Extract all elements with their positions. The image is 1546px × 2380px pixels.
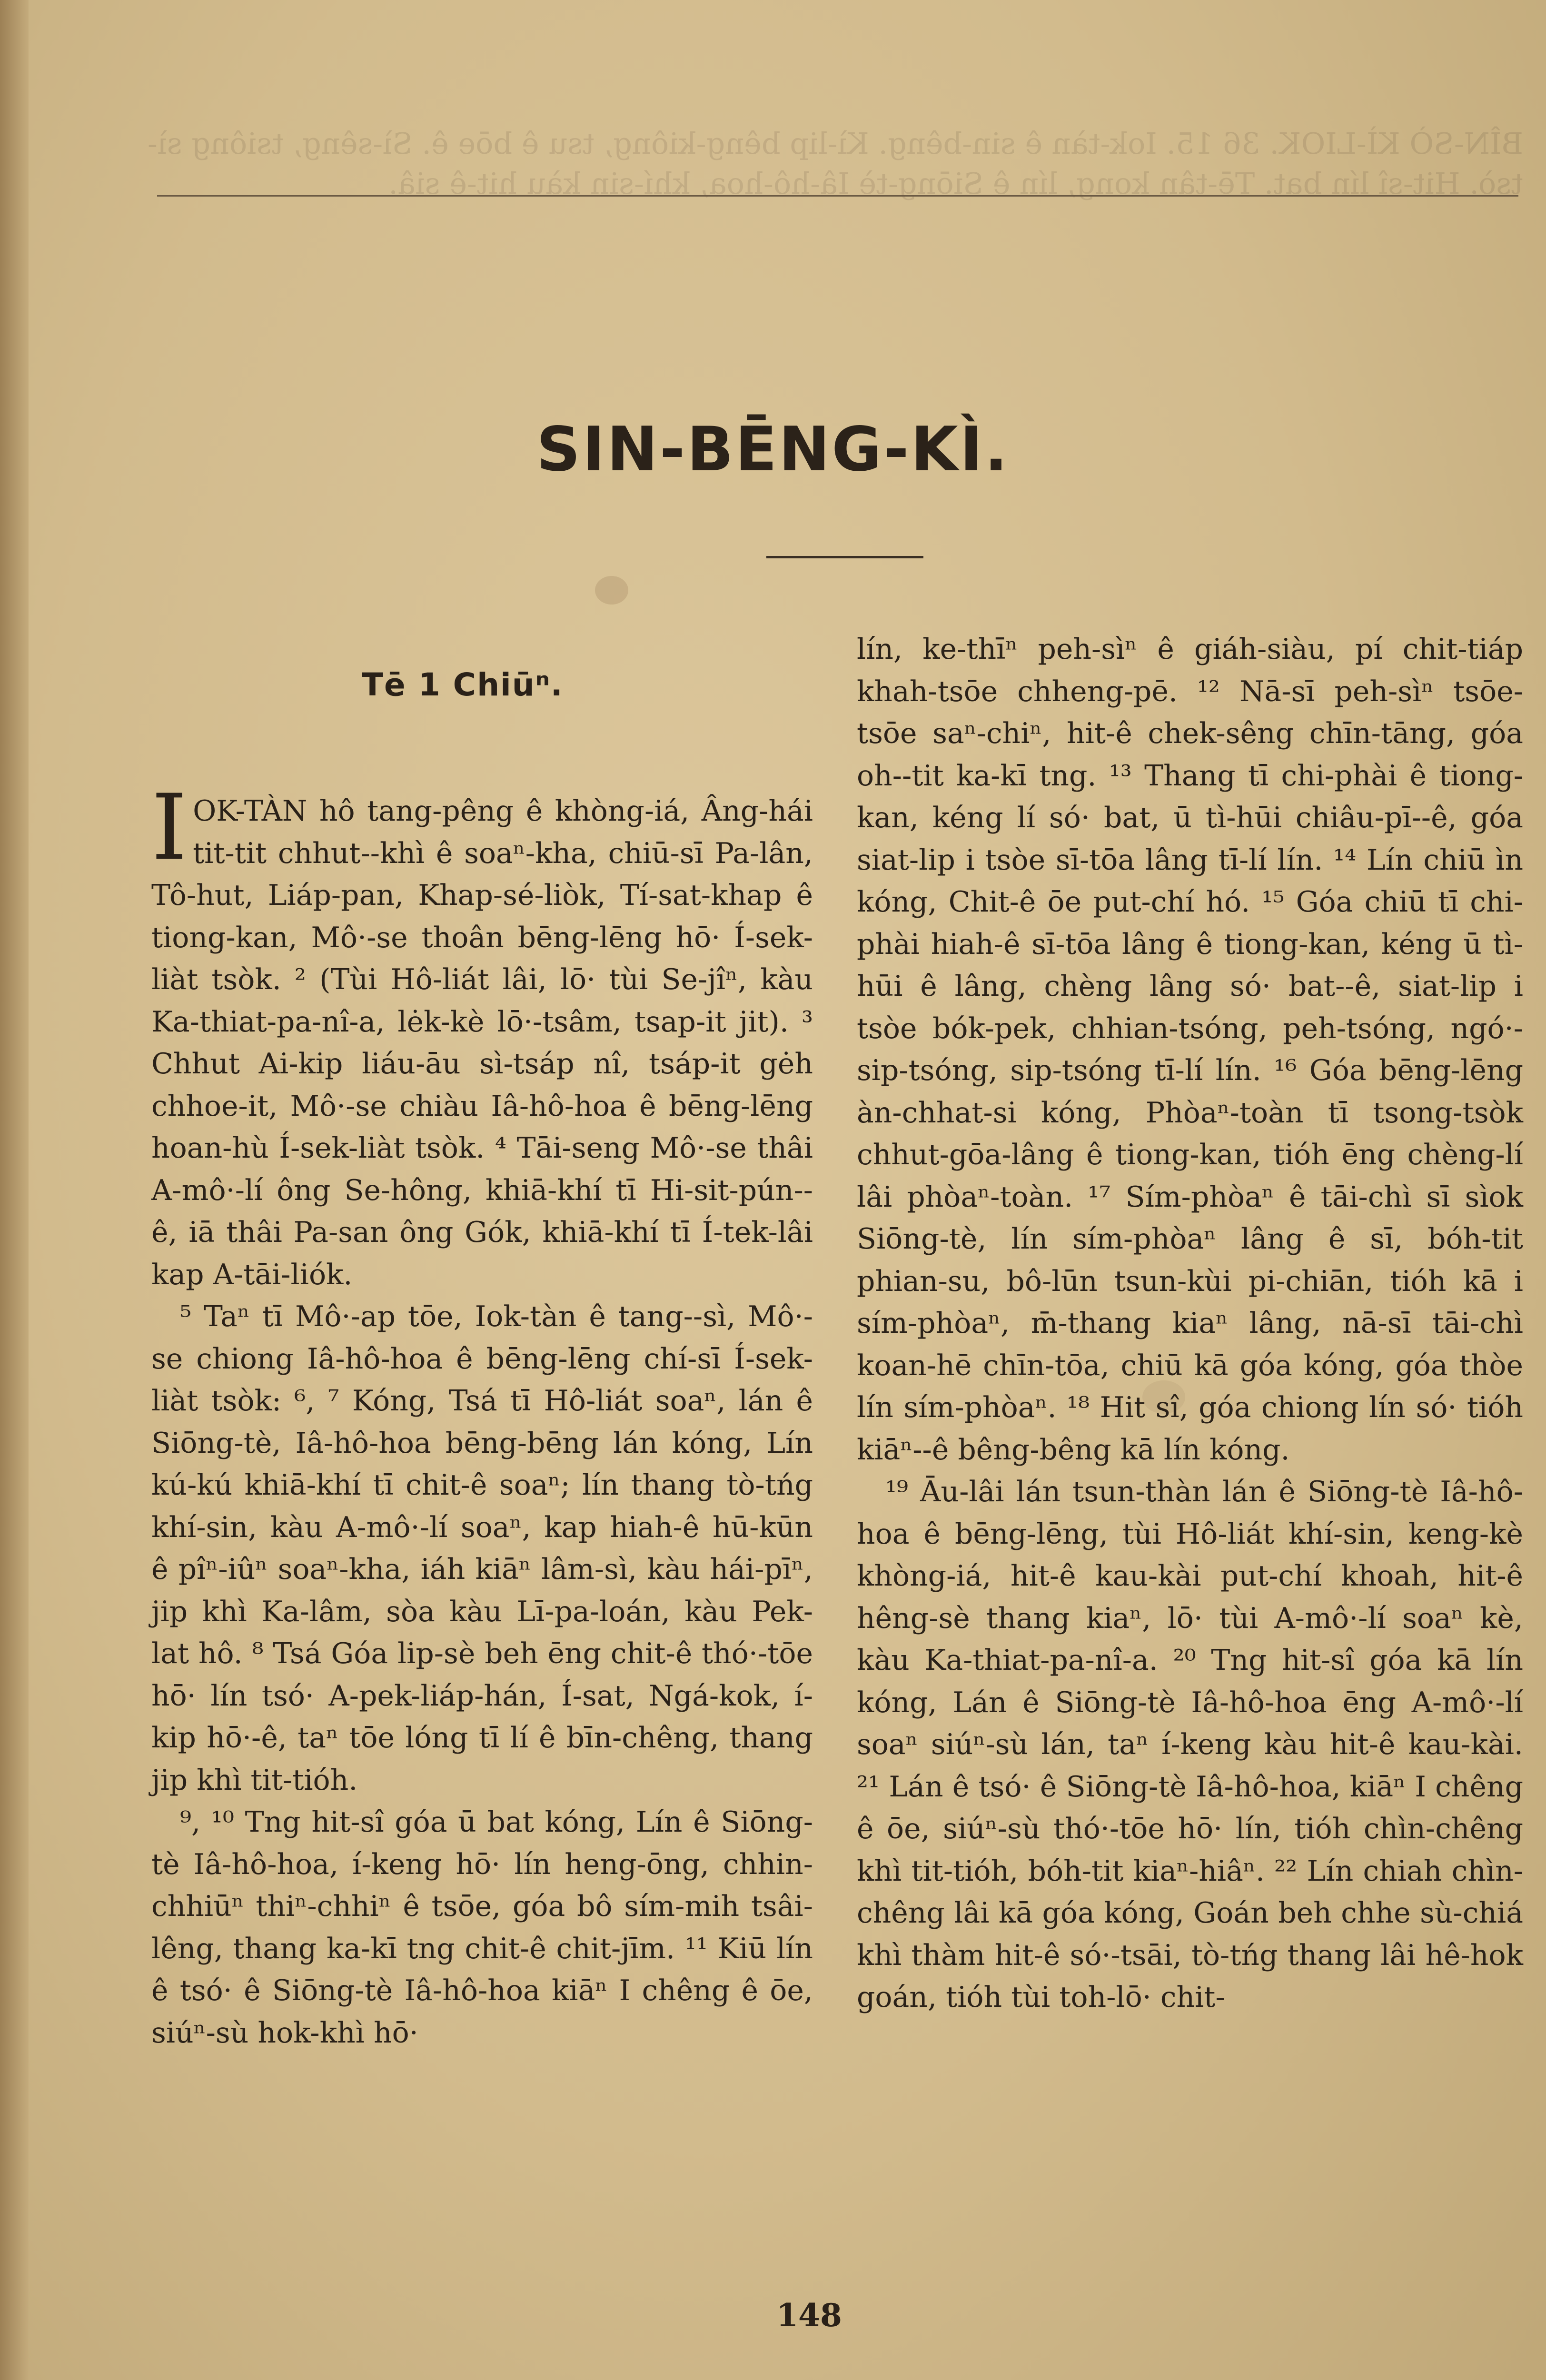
left-column — [151, 775, 813, 2054]
title-rule — [766, 556, 923, 558]
paragraph: ⁹, ¹⁰ Tng hit-sî góa ū bat kóng, Lín ê Siōng-tè Iâ-hô-hoa, í-keng hō· lín heng-ōng, chhin-chhiūⁿ thiⁿ-chhiⁿ ê tsōe, góa bô sím-mih tsâi-lêng, thang ka-kī tng chit-ê chit-jīm. ¹¹ Kiū lín ê tsó· ê Siōng-tè Iâ-hô-hoa kiāⁿ I chêng ê ōe, siúⁿ-sù hok-khì hō· — [151, 1805, 813, 2050]
bleed-through-text: BÎN-SÒ KÌ-LIOK. 36 15. Iok-tàn ê sin-bêng. Kì-lip bêng-kiông, tsu ê bōe ê. Sì-sêng, tsiông sì-tsò. Hit-sî lín bat. Tē-tân kong, lín ê Siōng-tè Iâ-hô-hoa, khí-sin kàu hit-ê siâ. — [147, 126, 1523, 201]
paragraph: lín, ke-thīⁿ peh-sìⁿ ê giáh-siàu, pí chit-tiáp khah-tsōe chheng-pē. ¹² Nā-sī peh-sìⁿ tsōe-tsōe saⁿ-chiⁿ, hit-ê chek-sêng chīn-tāng, góa oh--tit ka-kī tng. ¹³ Thang tī chi-phài ê tiong-kan, kéng lí só· bat, ū tì-hūi chiâu-pī--ê, góa siat-lip i tsòe sī-tōa lâng tī-lí lín. ¹⁴ Lín chiū ìn kóng, Chit-ê ōe put-chí hó. ¹⁵ Góa chiū tī chi-phài hiah-ê sī-tōa lâng ê tiong-kan, kéng ū tì-hūi ê lâng, chèng lâng só· bat--ê, siat-lip i tsòe bók-pek, chhian-tsóng, peh-tsóng, ngó·-sip-tsóng, sip-tsóng tī-lí lín. ¹⁶ Góa bēng-lēng àn-chhat-si kóng, Phòaⁿ-toàn tī tsong-tsòk chhut-gōa-lâng ê tiong-kan, tióh ēng chèng-lí lâi phòaⁿ-toàn. ¹⁷ Sím-phòaⁿ ê tāi-chì sī sìok Siōng-tè, lín sím-phòaⁿ lâng ê sī, bóh-tit phian-su, bô-lūn tsun-kùi pi-chiān, tióh kā i sím-phòaⁿ, m̄-thang kiaⁿ lâng, nā-sī tāi-chì koan-hē chīn-tōa, chiū kā góa kóng, góa thòe lín sím-phòaⁿ. ¹⁸ Hit sî, góa chiong lín só· tióh kiāⁿ--ê bêng-bêng kā lín kóng. — [857, 633, 1523, 1467]
paragraph: ¹⁹ Āu-lâi lán tsun-thàn lán ê Siōng-tè Iâ-hô-hoa ê bēng-lēng, tùi Hô-liát khí-sin, keng-kè khòng-iá, hit-ê kau-kài put-chí khoah, hit-ê hêng-sè thang kiaⁿ, lō· tùi A-mô·-lí soaⁿ kè, kàu Ka-thiat-pa-nî-a. ²⁰ Tng hit-sî góa kā lín kóng, Lán ê Siōng-tè Iâ-hô-hoa ēng A-mô·-lí soaⁿ siúⁿ-sù lán, taⁿ í-keng kàu hit-ê kau-kài. ²¹ Lán ê tsó· ê Siōng-tè Iâ-hô-hoa, kiāⁿ I chêng ê ōe, siúⁿ-sù thó·-tōe hō· lín, tióh chìn-chêng khì tit-tióh, bóh-tit kiaⁿ-hiâⁿ. ²² Lín chiah chìn-chêng lâi kā góa kóng, Goán beh chhe sù-chiá khì thàm hit-ê só·-tsāi, tò-tńg thang lâi hê-hok goán, tióh tùi toh-lō· chit- — [857, 1475, 1523, 2014]
book-title: SIN-BĒNG-KÌ. — [536, 414, 1010, 485]
header-rule — [157, 195, 1518, 197]
page-number: 148 — [776, 2297, 842, 2334]
chapter-heading: Tē 1 Chiūⁿ. — [362, 666, 564, 703]
paragraph: ⁵ Taⁿ tī Mô·-ap tōe, Iok-tàn ê tang--sì, Mô·-se chiong Iâ-hô-hoa ê bēng-lēng chí-sī Í-sek-liàt tsòk: ⁶, ⁷ Kóng, Tsá tī Hô-liát soaⁿ, lán ê Siōng-tè, Iâ-hô-hoa bēng-bēng lán kóng, Lín kú-kú khiā-khí tī chit-ê soaⁿ; lín thang tò-tńg khí-sin, kàu A-mô·-lí soaⁿ, kap hiah-ê hū-kūn ê pîⁿ-iûⁿ soaⁿ-kha, iáh kiāⁿ lâm-sì, kàu hái-pīⁿ, jip khì Ka-lâm, sòa kàu Lī-pa-loán, kàu Pek-lat hô. ⁸ Tsá Góa lip-sè beh ēng chit-ê thó·-tōe hō· lín tsó· A-pek-liáp-hán, Í-sat, Ngá-kok, í-kip hō·-ê, taⁿ tōe lóng tī lí ê bīn-chêng, thang jip khì tit-tióh. — [151, 1300, 813, 1797]
page-gutter-shadow — [0, 0, 29, 2380]
right-column — [857, 628, 1523, 2019]
paragraph: IOK-TÀN hô tang-pêng ê khòng-iá, Âng-hái tit-tit chhut--khì ê soaⁿ-kha, chiū-sī Pa-lân, Tô-hut, Liáp-pan, Khap-sé-liòk, Tí-sat-khap ê tiong-kan, Mô·-se thoân bēng-lēng hō· Í-sek-liàt tsòk. ² (Tùi Hô-liát lâi, lō· tùi Se-jîⁿ, kàu Ka-thiat-pa-nî-a, lėk-kè lō·-tsâm, tsap-it jit). ³ Chhut Ai-kip liáu-āu sì-tsáp nî, tsáp-it gėh chhoe-it, Mô·-se chiàu Iâ-hô-hoa ê bēng-lēng hoan-hù Í-sek-liàt tsòk. ⁴ Tāi-seng Mô·-se thâi A-mô·-lí ông Se-hông, khiā-khí tī Hi-sit-pún--ê, iā thâi Pa-san ông Gók, khiā-khí tī Í-tek-lâi kap A-tāi-liók. — [151, 775, 813, 1291]
